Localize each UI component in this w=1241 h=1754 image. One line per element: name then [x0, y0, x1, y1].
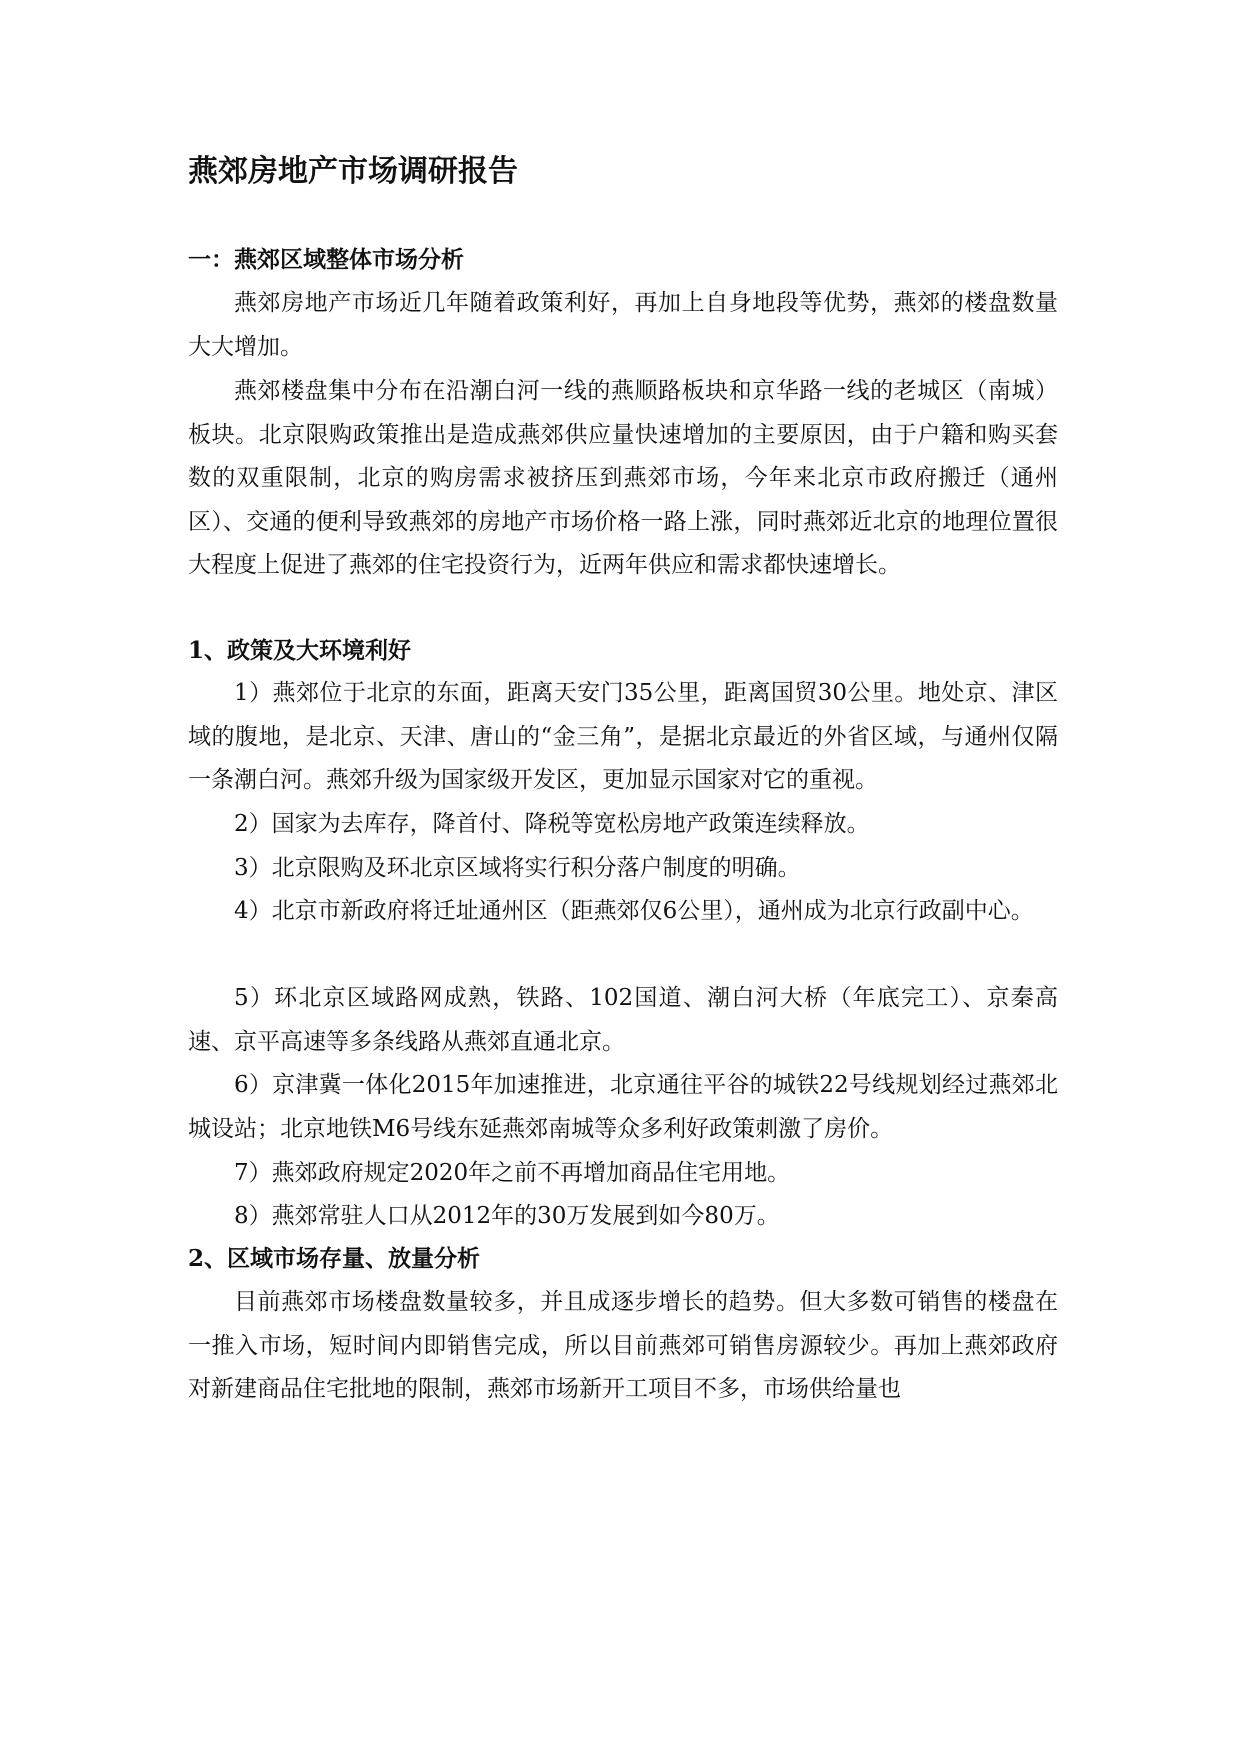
list-item: 7）燕郊政府规定2020年之前不再增加商品住宅用地。: [234, 1160, 791, 1186]
section-heading-market-analysis: 一：燕郊区域整体市场分析: [188, 246, 464, 273]
list-item: 4）北京市新政府将迁址通州区（距燕郊仅6公里），通州成为北京行政副中心。: [234, 898, 1034, 924]
list-item: 5）环北京区域路网成熟，铁路、102国道、潮白河大桥（年底完工）、京秦高速、京平高速等多条线路从燕郊直通北京。: [188, 985, 1058, 1055]
list-item: 1）燕郊位于北京的东面，距离天安门35公里，距离国贸30公里。地处京、津区域的腹地，是北京、天津、唐山的“金三角”，是据北京最近的外省区域，与通州仅隔一条潮白河。燕郊升级为国家级开发区，更加显示国家对它的重视。: [188, 680, 1058, 794]
list-item: 8）燕郊常驻人口从2012年的30万发展到如今80万。: [234, 1203, 780, 1229]
section-heading-policy: 1、政策及大环境利好: [188, 637, 412, 664]
paragraph: 燕郊楼盘集中分布在沿潮白河一线的燕顺路板块和京华路一线的老城区（南城）板块。北京限购政策推出是造成燕郊供应量快速增加的主要原因，由于户籍和购买套数的双重限制，北京的购房需求被挤压到燕郊市场，今年来北京市政府搬迁（通州区）、交通的便利导致燕郊的房地产市场价格一路上涨，同时燕郊近北京的地理位置很大程度上促进了燕郊的住宅投资行为，近两年供应和需求都快速增长。: [188, 378, 1058, 579]
list-item: 6）京津冀一体化2015年加速推进，北京通往平谷的城铁22号线规划经过燕郊北城设站；北京地铁M6号线东延燕郊南城等众多利好政策刺激了房价。: [188, 1072, 1058, 1142]
paragraph: 燕郊房地产市场近几年随着政策利好，再加上自身地段等优势，燕郊的楼盘数量大大增加。: [188, 290, 1058, 360]
list-item: 3）北京限购及环北京区域将实行积分落户制度的明确。: [234, 855, 801, 881]
section-heading-supply-analysis: 2、区域市场存量、放量分析: [188, 1245, 481, 1272]
paragraph: 目前燕郊市场楼盘数量较多，并且成逐步增长的趋势。但大多数可销售的楼盘在一推入市场，短时间内即销售完成，所以目前燕郊可销售房源较少。再加上燕郊政府对新建商品住宅批地的限制，燕郊市场新开工项目不多，市场供给量也: [188, 1289, 1058, 1403]
list-item: 2）国家为去库存，降首付、降税等宽松房地产政策连续释放。: [234, 811, 870, 837]
document-title: 燕郊房地产市场调研报告: [188, 154, 518, 189]
